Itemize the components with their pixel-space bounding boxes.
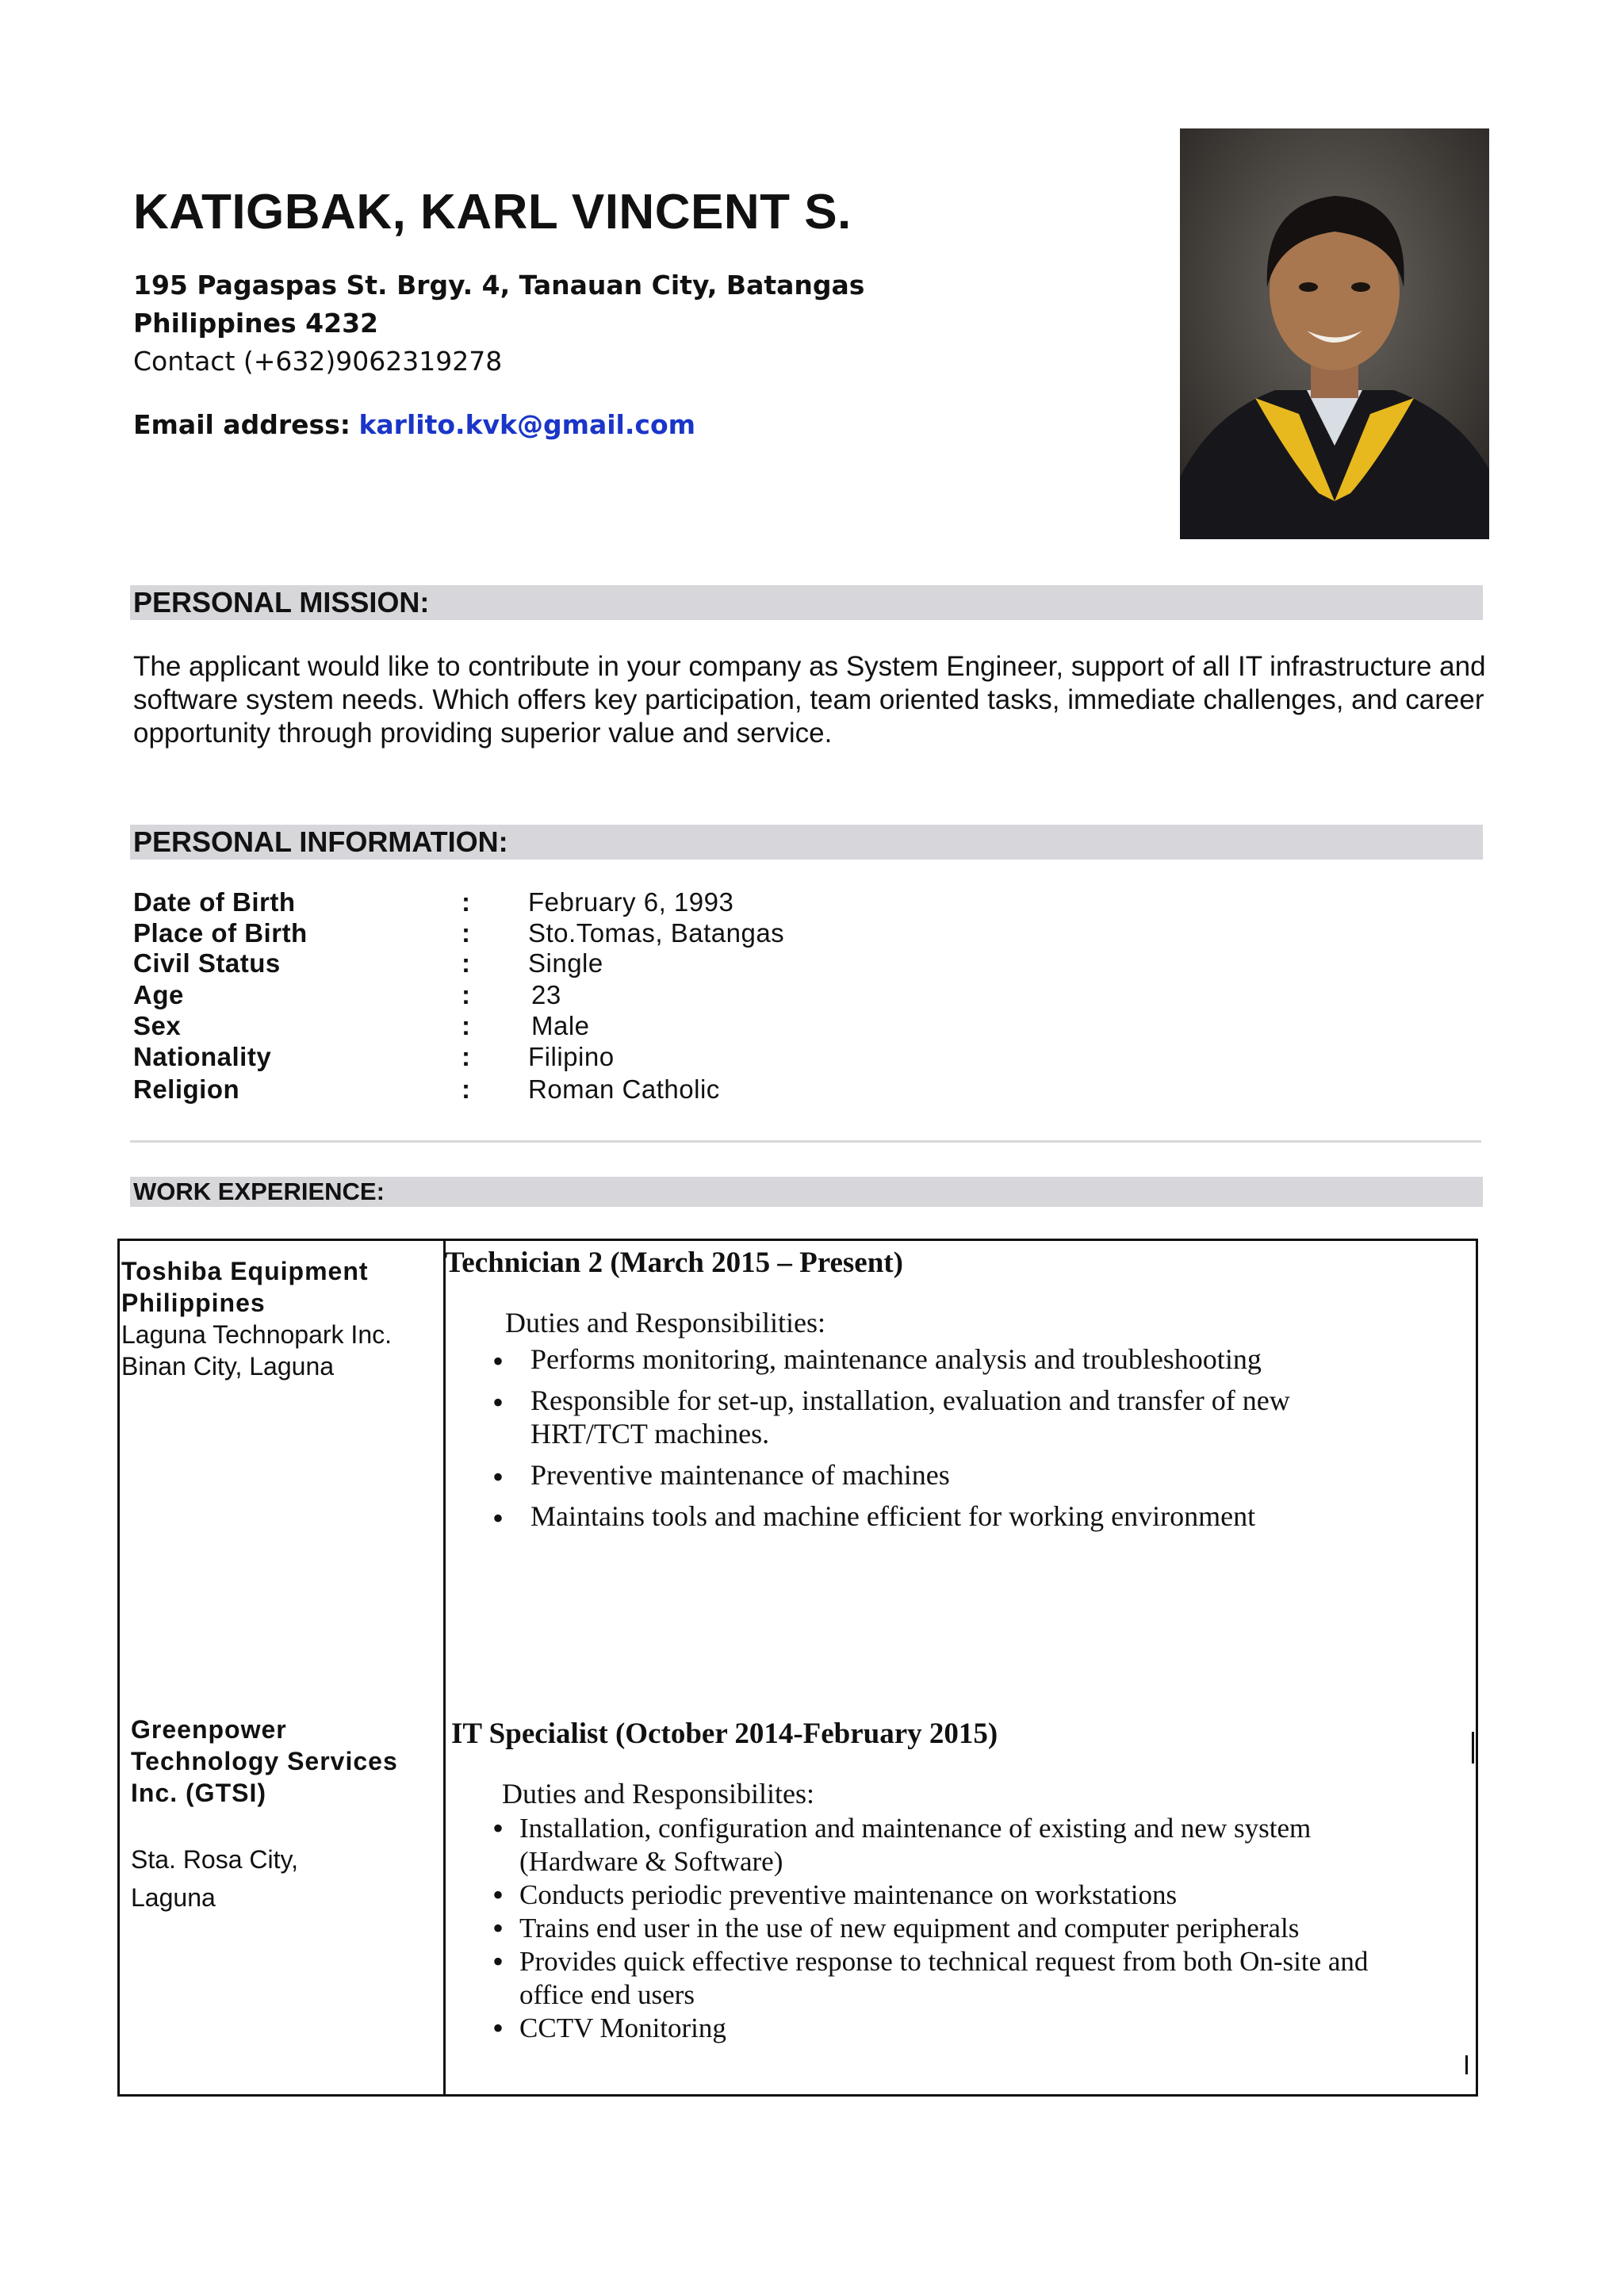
info-value: Sto.Tomas, Batangas: [528, 918, 785, 948]
info-colon: :: [462, 918, 470, 948]
info-label: Nationality: [133, 1042, 272, 1071]
duty-item: • Conducts periodic preventive maintenance on workstations: [492, 1878, 1428, 1912]
company-location-line: Sta. Rosa City,: [131, 1845, 299, 1874]
profile-photo: [1180, 128, 1489, 539]
info-row-nationality: [133, 1042, 926, 1074]
info-colon: :: [462, 887, 470, 917]
company-greenpower: [131, 1714, 440, 1913]
info-value: February 6, 1993: [528, 887, 734, 917]
address-line-2: Philippines 4232: [133, 308, 379, 339]
divider-line: [130, 1140, 1481, 1143]
company-location-line: Binan City, Laguna: [121, 1352, 335, 1381]
table-edge-mark: [1472, 1732, 1474, 1764]
info-value: Roman Catholic: [528, 1074, 720, 1104]
section-personal-information: PERSONAL INFORMATION:: [130, 825, 1483, 860]
info-value: Single: [528, 948, 603, 978]
job-title: Technician 2 (March 2015 – Present): [445, 1247, 903, 1279]
info-value: 23: [531, 980, 561, 1009]
info-label: Civil Status: [133, 948, 281, 978]
company-name-line: Greenpower: [131, 1715, 287, 1744]
info-row-sex: [133, 1011, 926, 1043]
duty-item: • Provides quick effective response to technical request from both On-site and office end users: [492, 1945, 1423, 2012]
contact-number: Contact (+632)9062319278: [133, 346, 503, 377]
graduation-portrait-icon: [1180, 128, 1489, 539]
info-label: Sex: [133, 1011, 182, 1040]
info-label: Place of Birth: [133, 918, 308, 948]
info-row-place-of-birth: [133, 918, 926, 950]
duty-item: • Trains end user in the use of new equipment and computer peripherals: [492, 1912, 1428, 1945]
company-name-line: Philippines: [121, 1289, 266, 1317]
duties-heading: Duties and Responsibilites:: [502, 1778, 814, 1810]
info-row-civil-status: [133, 948, 926, 980]
info-colon: :: [462, 1011, 470, 1040]
duty-item: • Preventive maintenance of machines: [492, 1458, 1365, 1492]
info-colon: :: [462, 948, 470, 978]
email-label: Email address:: [133, 409, 350, 440]
duty-item: • Responsible for set-up, installation, evaluation and transfer of new HRT/TCT machines.: [492, 1384, 1339, 1450]
table-edge-mark: [1465, 2055, 1468, 2074]
mission-text: The applicant would like to contribute in your company as System Engineer, support of all IT infrastructure and software system needs. Which offers key participation, team oriented tasks, immediate challenges, and career opportunity through providing superior value and service.: [133, 651, 1486, 749]
email-link[interactable]: karlito.kvk@gmail.com: [358, 409, 696, 440]
info-label: Religion: [133, 1074, 240, 1104]
info-value: Male: [531, 1011, 590, 1040]
duty-item: • Performs monitoring, maintenance analysis and troubleshooting: [492, 1342, 1365, 1376]
company-location-line: Laguna: [131, 1883, 216, 1912]
info-colon: :: [462, 980, 470, 1009]
company-name-line: Inc. (GTSI): [131, 1779, 266, 1807]
column-divider: [443, 1241, 446, 2094]
info-row-religion: [133, 1074, 926, 1106]
info-row-age: [133, 980, 926, 1012]
company-name-line: Toshiba Equipment: [121, 1257, 369, 1285]
section-personal-mission: PERSONAL MISSION:: [130, 585, 1483, 620]
duties-list: [492, 1812, 1428, 2045]
duty-item: • Maintains tools and machine efficient for working environment: [492, 1499, 1365, 1533]
email-line: [133, 409, 695, 440]
job-title: IT Specialist (October 2014-February 2015): [451, 1718, 998, 1750]
company-location-line: Laguna Technopark Inc.: [121, 1320, 392, 1349]
info-label: Date of Birth: [133, 887, 296, 917]
duty-item: • CCTV Monitoring: [492, 2012, 1428, 2045]
info-row-date-of-birth: [133, 887, 926, 919]
company-toshiba: [121, 1255, 439, 1382]
info-colon: :: [462, 1074, 470, 1104]
info-label: Age: [133, 980, 184, 1009]
info-value: Filipino: [528, 1042, 615, 1071]
work-experience-table: [117, 1239, 1478, 2097]
company-name-line: Technology Services: [131, 1747, 398, 1775]
applicant-name: KATIGBAK, KARL VINCENT S.: [133, 185, 852, 239]
section-work-experience: WORK EXPERIENCE:: [130, 1177, 1483, 1207]
info-colon: :: [462, 1042, 470, 1071]
duties-heading: Duties and Responsibilities:: [505, 1307, 825, 1338]
duties-list: [492, 1342, 1365, 1533]
address-line-1: 195 Pagaspas St. Brgy. 4, Tanauan City, Batangas: [133, 270, 865, 301]
duty-item: • Installation, configuration and maintenance of existing and new system (Hardware & Software): [492, 1812, 1408, 1878]
